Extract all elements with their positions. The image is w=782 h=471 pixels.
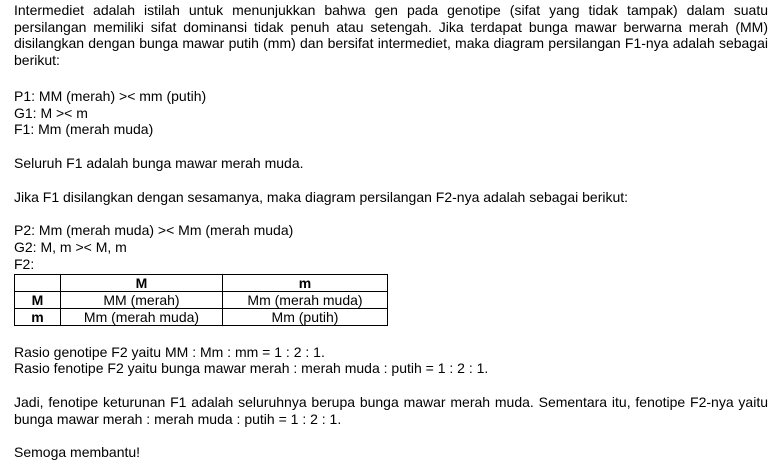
f1-result-sentence: Seluruh F1 adalah bunga mawar merah muda. [14, 155, 304, 171]
closing-line: Semoga membantu! [14, 444, 141, 460]
punnett-col-header: M [61, 275, 223, 292]
intro-paragraph: Intermediet adalah istilah untuk menunjukkan bahwa gen pada genotipe (sifat yang tidak tampak) dalam suatu persilangan memiliki sifat dominansi tidak penuh atau setengah. Jika terdapat bunga mawar berwarna merah (MM) disilangkan dengan bunga mawar putih (mm) dan bersifat intermediet, maka diagram persilangan F1-nya adalah sebagai berikut: [14, 2, 768, 68]
punnett-row-header: m [15, 309, 61, 326]
genotype-ratio-line: Rasio genotipe F2 yaitu MM : Mm : mm = 1 : 2 : 1. [14, 344, 325, 360]
punnett-square [14, 274, 388, 326]
cross1-f1-line: F1: Mm (merah muda) [14, 121, 154, 137]
cross1-gamete-line: G1: M >< m [14, 105, 88, 121]
punnett-row [15, 292, 388, 309]
cross2-gamete-line: G2: M, m >< M, m [14, 239, 127, 255]
punnett-col-header: m [223, 275, 388, 292]
phenotype-ratio-line: Rasio fenotipe F2 yaitu bunga mawar merah : merah muda : putih = 1 : 2 : 1. [14, 360, 489, 376]
punnett-corner-cell [15, 275, 61, 292]
f2-intro-sentence: Jika F1 disilangkan dengan sesamanya, maka diagram persilangan F2-nya adalah sebagai berikut: [14, 189, 629, 205]
punnett-row-header: M [15, 292, 61, 309]
cross1-parent-line: P1: MM (merah) >< mm (putih) [14, 88, 207, 104]
punnett-cell: MM (merah) [61, 292, 223, 309]
cross2-f2-label: F2: [14, 256, 35, 272]
punnett-cell: Mm (merah muda) [61, 309, 223, 326]
punnett-header-row [15, 275, 388, 292]
punnett-row [15, 309, 388, 326]
cross2-parent-line: P2: Mm (merah muda) >< Mm (merah muda) [14, 222, 294, 238]
punnett-cell: Mm (merah muda) [223, 292, 388, 309]
conclusion-paragraph: Jadi, fenotipe keturunan F1 adalah seluruhnya berupa bunga mawar merah muda. Sementara itu, fenotipe F2-nya yaitu bunga mawar merah : merah muda : putih = 1 : 2 : 1. [14, 394, 768, 427]
punnett-cell: Mm (putih) [223, 309, 388, 326]
